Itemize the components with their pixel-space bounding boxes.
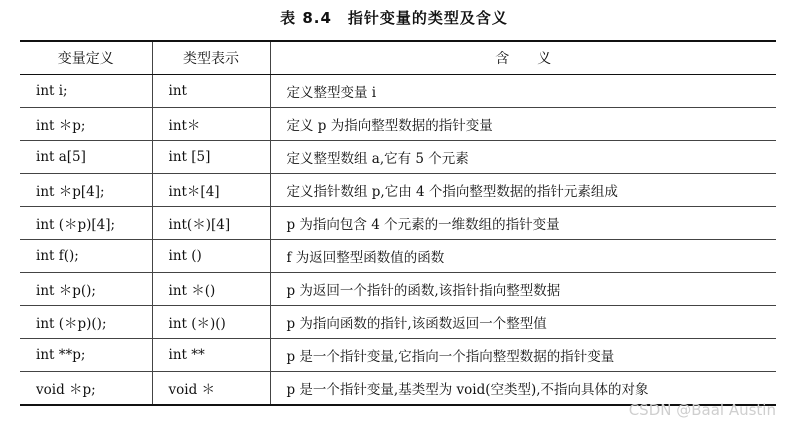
variable-definition-cell: int ＊p(); <box>20 273 152 306</box>
type-representation-cell: int(＊)[4] <box>152 207 270 240</box>
header-type-representation: 类型表示 <box>152 41 270 75</box>
type-representation-cell: void ＊ <box>152 372 270 406</box>
table-row <box>20 273 776 306</box>
table-row <box>20 339 776 372</box>
type-representation-cell: int＊[4] <box>152 174 270 207</box>
table-row <box>20 240 776 273</box>
variable-definition-cell: int ＊p; <box>20 108 152 141</box>
meaning-cell: 定义指针数组 p,它由 4 个指向整型数据的指针元素组成 <box>270 174 776 207</box>
variable-definition-cell: int ＊p[4]; <box>20 174 152 207</box>
meaning-cell: 定义整型变量 i <box>270 75 776 108</box>
variable-definition-cell: int i; <box>20 75 152 108</box>
meaning-cell: 定义整型数组 a,它有 5 个元素 <box>270 141 776 174</box>
meaning-cell: p 为返回一个指针的函数,该指针指向整型数据 <box>270 273 776 306</box>
meaning-cell: p 是一个指针变量,它指向一个指向整型数据的指针变量 <box>270 339 776 372</box>
watermark: CSDN @Baal Austin <box>628 401 776 419</box>
table-caption: 表 8.4 指针变量的类型及含义 <box>280 9 508 27</box>
type-representation-cell: int [5] <box>152 141 270 174</box>
variable-definition-cell: int (＊p)[4]; <box>20 207 152 240</box>
table-row <box>20 207 776 240</box>
meaning-cell: p 是一个指针变量,基类型为 void(空类型),不指向具体的对象 <box>270 372 776 406</box>
meaning-cell: p 为指向函数的指针,该函数返回一个整型值 <box>270 306 776 339</box>
table-row <box>20 141 776 174</box>
table-row <box>20 306 776 339</box>
pointer-types-table <box>20 40 776 406</box>
header-meaning: 含 义 <box>270 41 776 75</box>
type-representation-cell: int <box>152 75 270 108</box>
header-row <box>20 41 776 75</box>
meaning-cell: 定义 p 为指向整型数据的指针变量 <box>270 108 776 141</box>
table-row <box>20 174 776 207</box>
header-variable-definition: 变量定义 <box>20 41 152 75</box>
table-row <box>20 108 776 141</box>
type-representation-cell: int ＊() <box>152 273 270 306</box>
variable-definition-cell: int **p; <box>20 339 152 372</box>
variable-definition-cell: int f(); <box>20 240 152 273</box>
variable-definition-cell: int (＊p)(); <box>20 306 152 339</box>
meaning-cell: f 为返回整型函数值的函数 <box>270 240 776 273</box>
type-representation-cell: int ** <box>152 339 270 372</box>
variable-definition-cell: int a[5] <box>20 141 152 174</box>
type-representation-cell: int (＊)() <box>152 306 270 339</box>
type-representation-cell: int () <box>152 240 270 273</box>
variable-definition-cell: void ＊p; <box>20 372 152 406</box>
table-row <box>20 75 776 108</box>
type-representation-cell: int＊ <box>152 108 270 141</box>
meaning-cell: p 为指向包含 4 个元素的一维数组的指针变量 <box>270 207 776 240</box>
